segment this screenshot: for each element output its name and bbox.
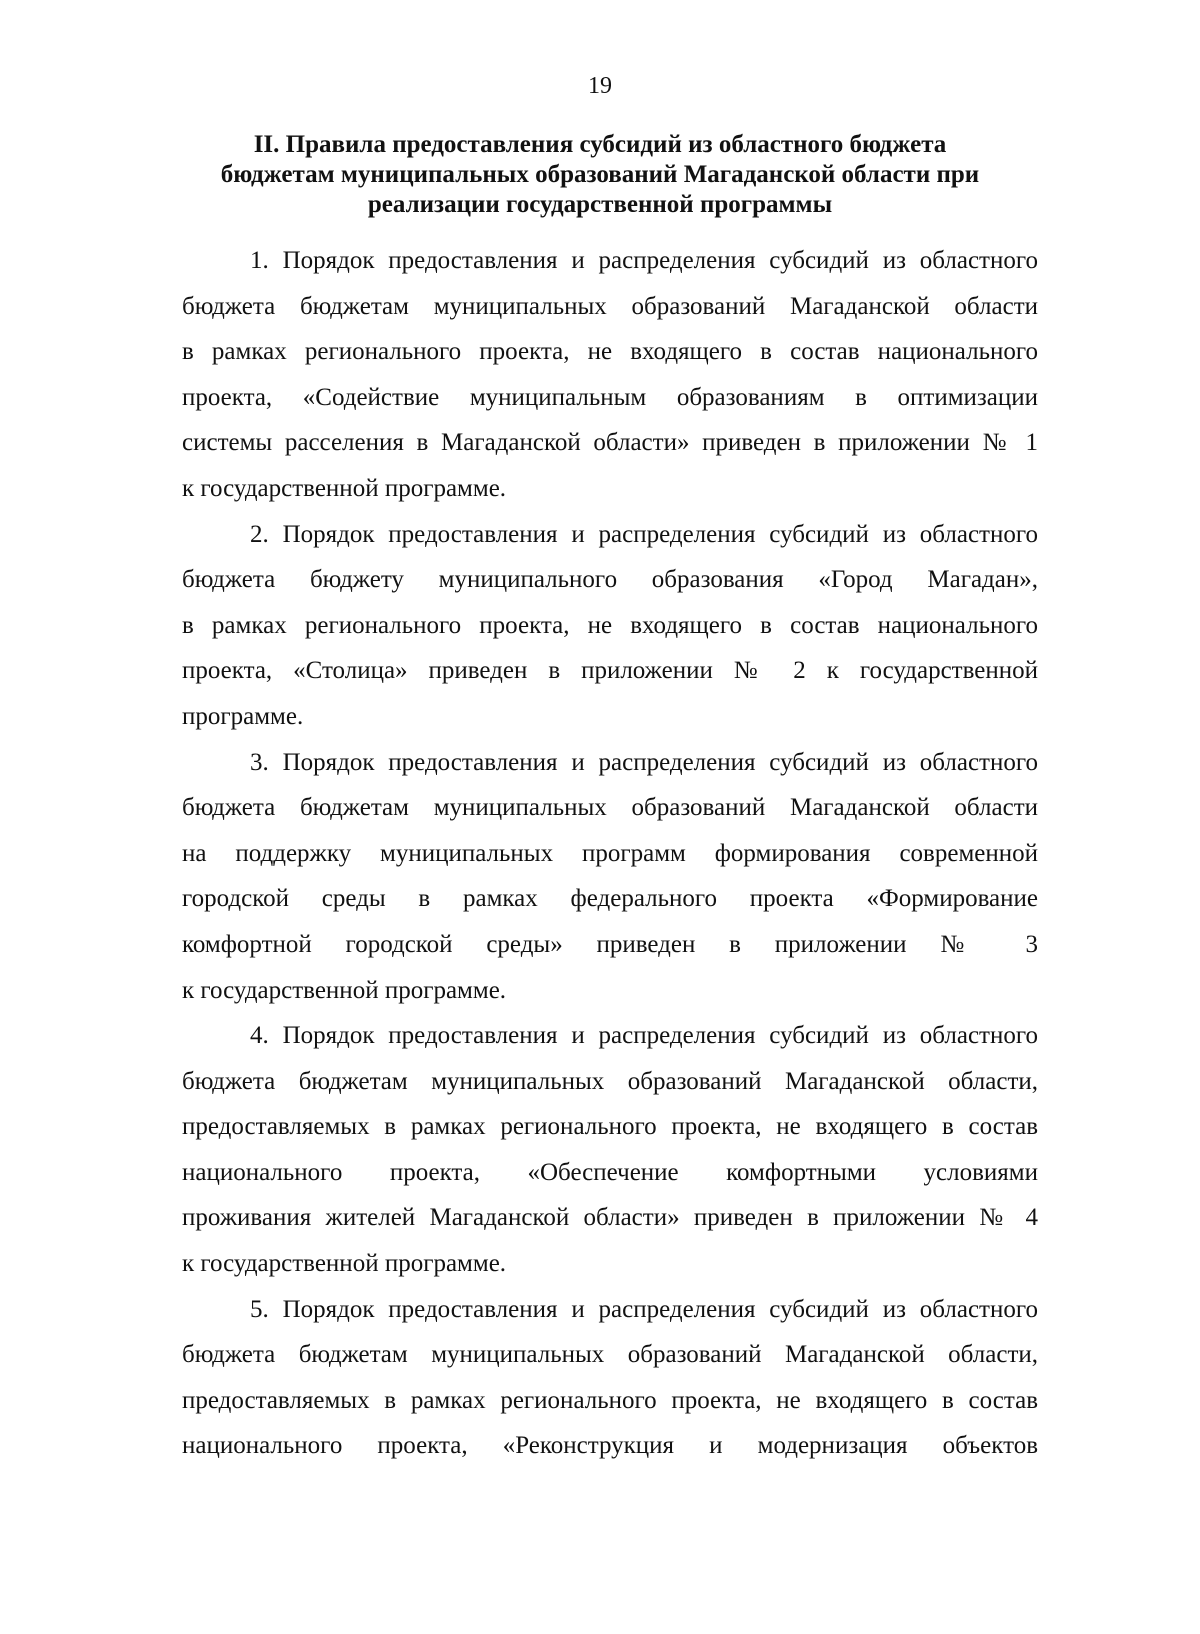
paragraph-3 — [182, 740, 1038, 1014]
text-line: проживания жителей Магаданской области» приведен в приложении № 4 — [182, 1204, 1038, 1232]
text-line: национального проекта, «Обеспечение комфортными условиями — [182, 1158, 1038, 1186]
paragraph-5 — [182, 1287, 1038, 1469]
text-line: 2. Порядок предоставления и распределения субсидий из областного — [250, 520, 1038, 548]
text-line: 1. Порядок предоставления и распределения субсидий из областного — [250, 247, 1038, 274]
text-line: бюджета бюджетам муниципальных образований Магаданской области, — [182, 1341, 1038, 1369]
text-line: бюджета бюджетам муниципальных образований Магаданской области — [182, 794, 1038, 822]
text-line: в рамках регионального проекта, не входящего в состав национального — [182, 338, 1038, 366]
text-line: к государственной программе. — [182, 976, 507, 1004]
text-line: к государственной программе. — [182, 1250, 507, 1278]
text-line: комфортной городской среды» приведен в приложении № 3 — [182, 930, 1038, 958]
text-line: 3. Порядок предоставления и распределения субсидий из областного — [250, 748, 1038, 776]
text-line: в рамках регионального проекта, не входящего в состав национального — [182, 611, 1038, 639]
heading-line: бюджетам муниципальных образований Магаданской области при — [220, 161, 980, 188]
text-line: системы расселения в Магаданской области» приведен в приложении № 1 — [182, 429, 1038, 457]
paragraph-2 — [182, 512, 1038, 740]
text-line: 4. Порядок предоставления и распределения субсидий из областного — [250, 1022, 1038, 1050]
text-line: программе. — [182, 702, 304, 730]
page-number: 19 — [588, 73, 612, 99]
heading-line: реализации государственной программы — [367, 191, 833, 218]
text-line: бюджета бюджету муниципального образования «Город Магадан», — [182, 566, 1038, 594]
text-line: к государственной программе. — [182, 474, 507, 502]
paragraph-4 — [182, 1013, 1038, 1287]
text-line: предоставляемых в рамках регионального проекта, не входящего в состав — [182, 1386, 1038, 1414]
text-line: 5. Порядок предоставления и распределения субсидий из областного — [250, 1295, 1038, 1323]
section-heading — [150, 130, 1050, 220]
text-line: бюджета бюджетам муниципальных образований Магаданской области, — [182, 1067, 1038, 1095]
text-line: проекта, «Содействие муниципальным образованиям в оптимизации — [182, 383, 1038, 411]
document-body — [182, 238, 1038, 1469]
text-line: проекта, «Столица» приведен в приложении № 2 к государственной — [182, 657, 1038, 685]
text-line: бюджета бюджетам муниципальных образований Магаданской области — [182, 292, 1038, 320]
text-line: городской среды в рамках федерального проекта «Формирование — [182, 885, 1038, 913]
text-line: предоставляемых в рамках регионального проекта, не входящего в состав — [182, 1113, 1038, 1141]
text-line: национального проекта, «Реконструкция и модернизация объектов — [182, 1432, 1038, 1460]
heading-line: II. Правила предоставления субсидий из областного бюджета — [253, 131, 947, 158]
paragraph-1 — [182, 238, 1038, 512]
text-line: на поддержку муниципальных программ формирования современной — [182, 839, 1038, 867]
